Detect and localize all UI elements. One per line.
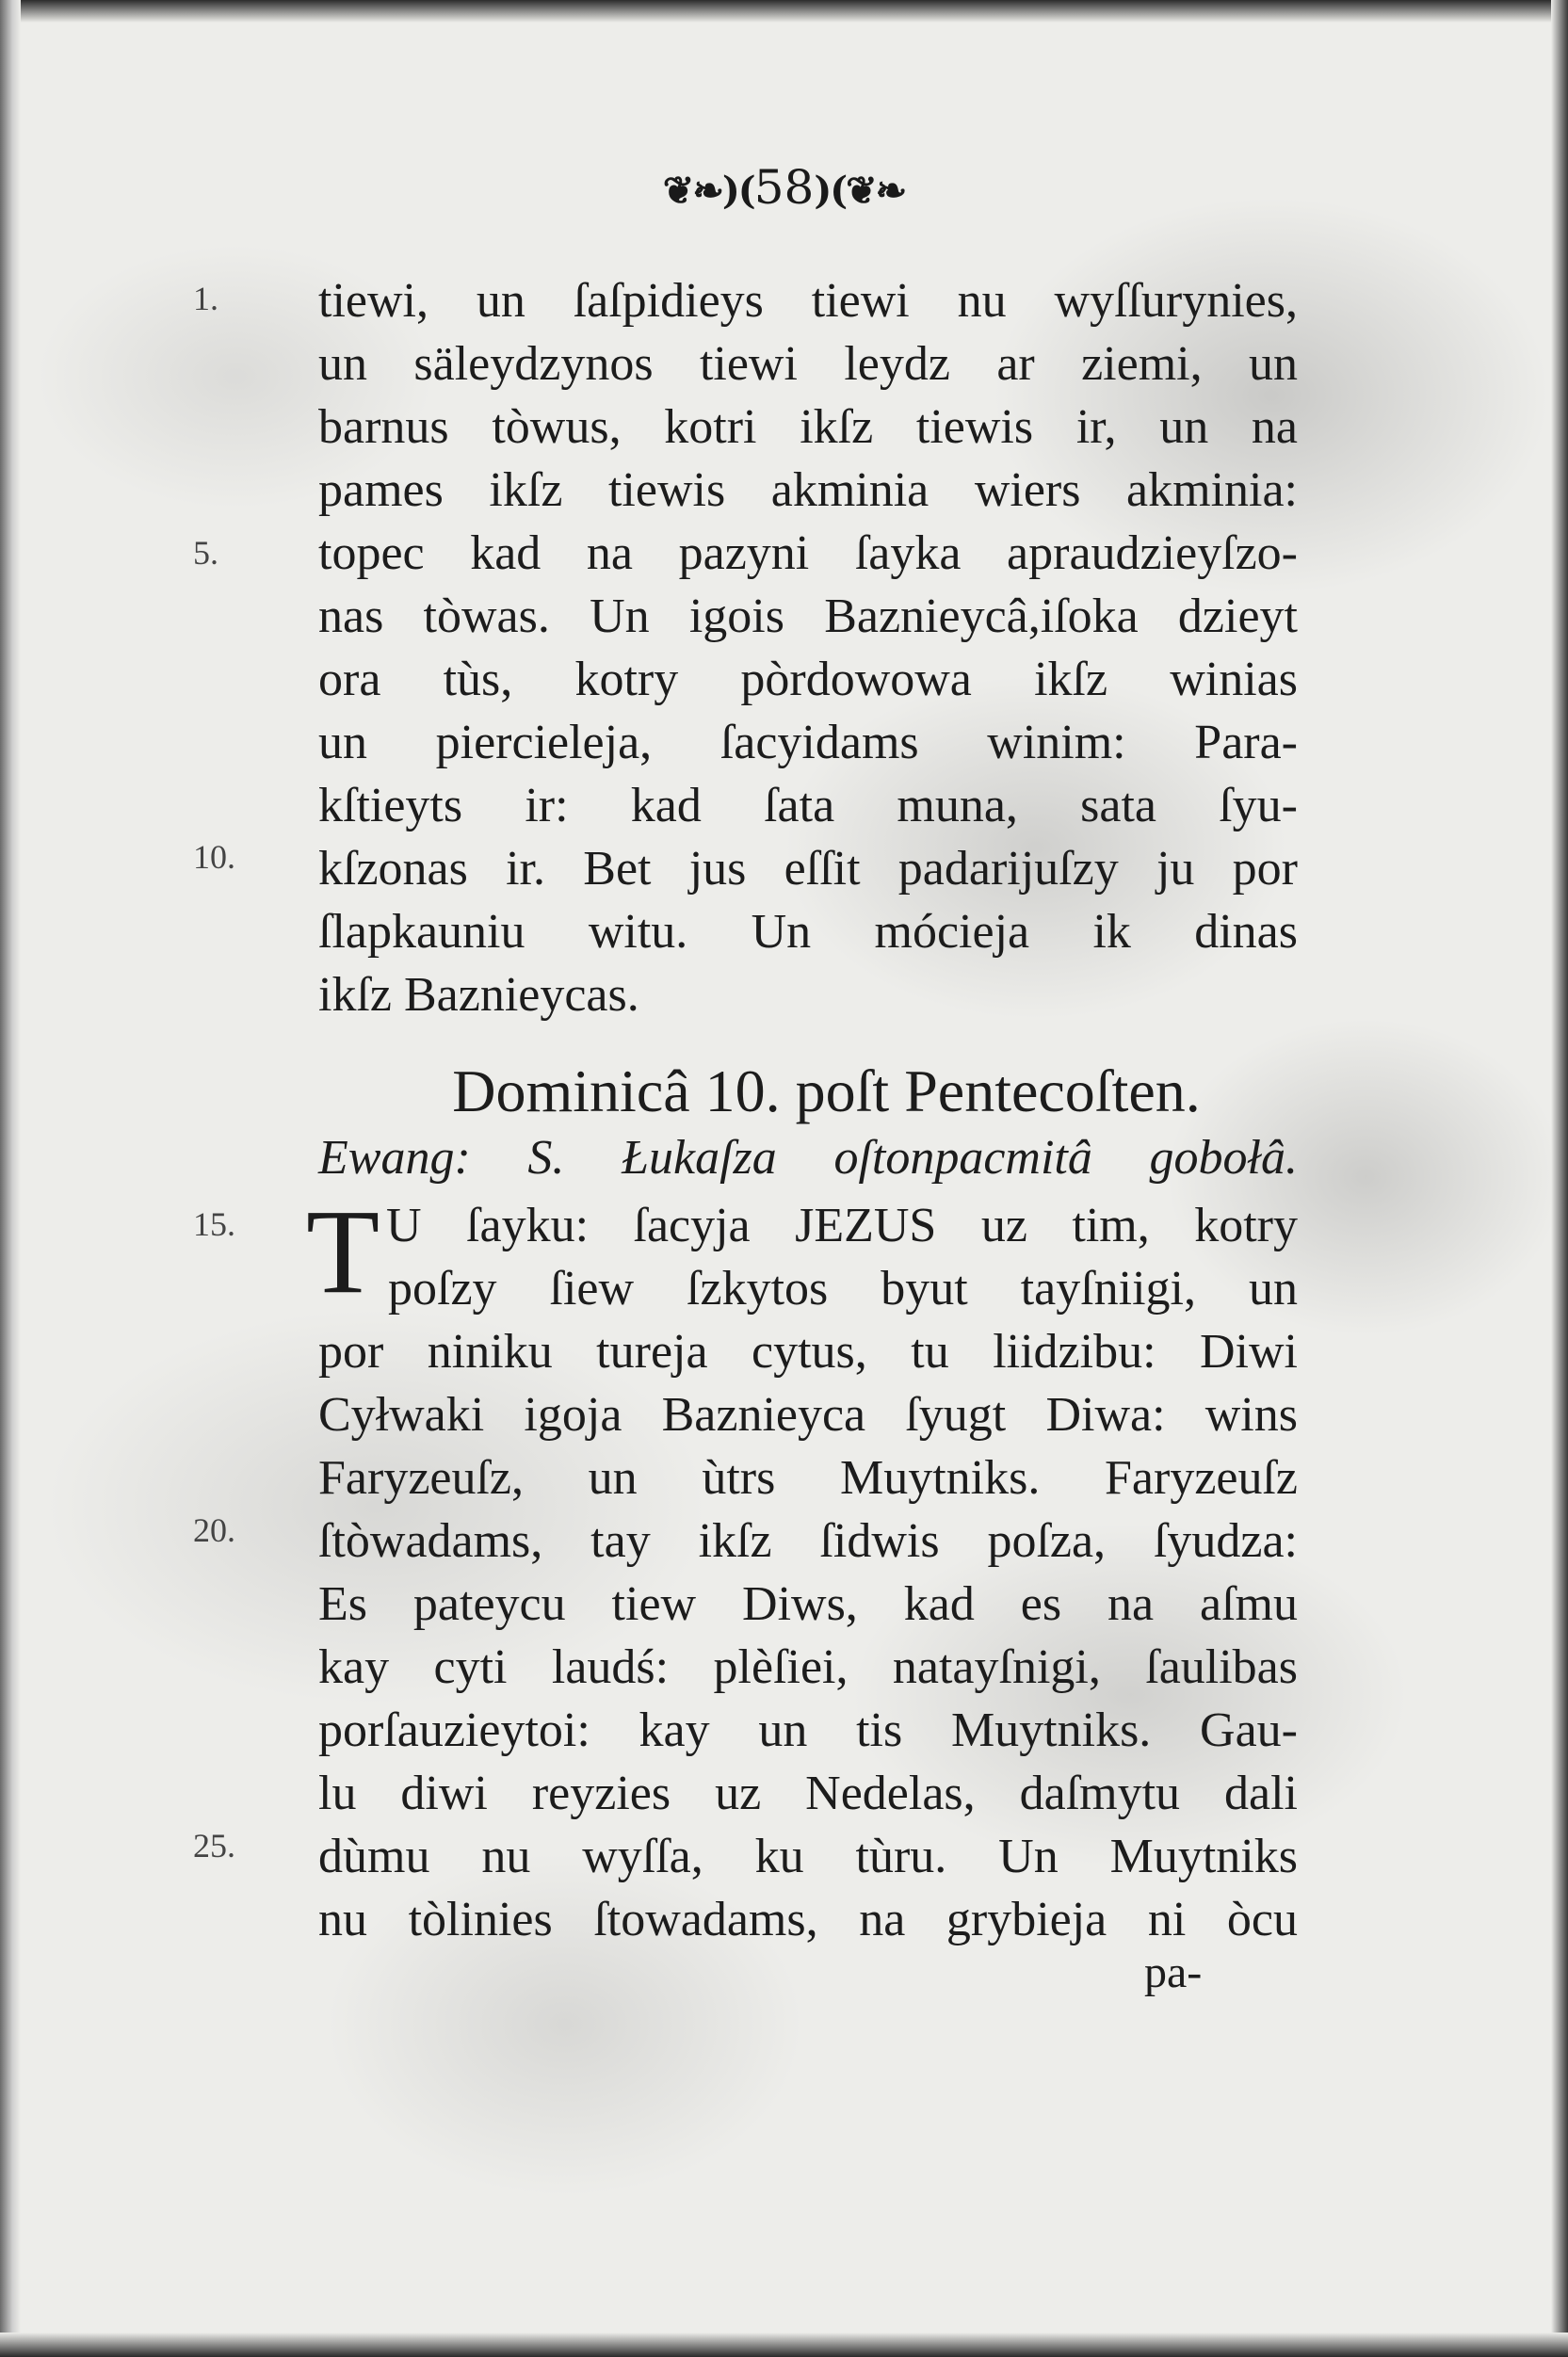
drop-cap: T — [306, 1185, 380, 1318]
text-line: ikſz Baznieycas. — [318, 968, 639, 1022]
scan-top-edge — [0, 0, 1568, 23]
text-line: por niniku tureja cytus, tu liidzibu: Diwi — [318, 1325, 1298, 1379]
text-line: nu tòlinies ſtowadams, na grybieja ni òcu — [318, 1893, 1298, 1946]
page-number: 58 — [753, 160, 815, 215]
text-line: lu diwi reyzies uz Nedelas, daſmytu dali — [318, 1767, 1298, 1820]
text-line: ſtòwadams, tay ikſz ſidwis poſza, ſyudza: — [318, 1514, 1298, 1568]
text-line: un piercieleja, ſacyidams winim: Para- — [318, 716, 1298, 769]
text-line: tiewi, un ſaſpidieys tiewi nu wyſſurynies, — [318, 274, 1298, 328]
text-line: nas tòwas. Un igois Baznieycâ,iſoka dzieyt — [318, 589, 1298, 643]
text-line: Cyłwaki igoja Baznieyca ſyugt Diwa: wins — [318, 1388, 1298, 1442]
line-number: 1. — [193, 280, 218, 317]
page-header — [0, 160, 1568, 215]
section-subheading: Ewang: S. Łukaſza oſtonpacmitâ gobołâ. — [318, 1131, 1298, 1185]
text-line: dùmu nu wyſſa, ku tùru. Un Muytniks — [318, 1830, 1298, 1883]
scan-right-edge — [1551, 0, 1568, 2357]
text-line: ſlapkauniu witu. Un mócieja ik dinas — [318, 905, 1298, 959]
text-line: un säleydzynos tiewi leydz ar ziemi, un — [318, 337, 1298, 391]
text-line: Faryzeuſz, un ùtrs Muytniks. Faryzeuſz — [318, 1451, 1298, 1505]
catchword: pa- — [1144, 1947, 1203, 1997]
text-line: ora tùs, kotry pòrdowowa ikſz winias — [318, 653, 1298, 706]
text-line: kſzonas ir. Bet jus eſſit padarijuſzy ju por — [318, 842, 1298, 896]
text-line: kay cyti laudś: plèſiei, natayſnigi, ſaulibas — [318, 1640, 1298, 1694]
section-heading: Dominicâ 10. poſt Pentecoſten. — [452, 1057, 1201, 1124]
scan-binding-edge — [0, 0, 21, 2357]
text-line: kſtieyts ir: kad ſata muna, sata ſyu- — [318, 779, 1298, 832]
scan-bottom-edge — [0, 2333, 1568, 2357]
text-line: pames ikſz tiewis akminia wiers akminia: — [318, 463, 1298, 517]
text-line: barnus tòwus, kotri ikſz tiewis ir, un na — [318, 400, 1298, 454]
line-number: 25. — [193, 1827, 235, 1865]
text-line: topec kad na pazyni ſayka apraudzieyſzo- — [318, 526, 1298, 580]
text-line: porſauzieytoi: kay un tis Muytniks. Gau- — [318, 1703, 1298, 1757]
line-number: 5. — [193, 534, 218, 572]
line-number: 10. — [193, 838, 235, 876]
text-line: U ſayku: ſacyja JEZUS uz tim, kotry — [386, 1199, 1298, 1252]
header-ornament-left: ❦❧)( — [662, 169, 754, 213]
header-ornament-right: )(❦❧ — [814, 169, 906, 213]
text-line: Es pateycu tiew Diws, kad es na aſmu — [318, 1577, 1298, 1631]
line-number: 15. — [193, 1205, 235, 1243]
text-line: poſzy ſiew ſzkytos byut tayſniigi, un — [388, 1262, 1298, 1316]
line-number: 20. — [193, 1511, 235, 1549]
